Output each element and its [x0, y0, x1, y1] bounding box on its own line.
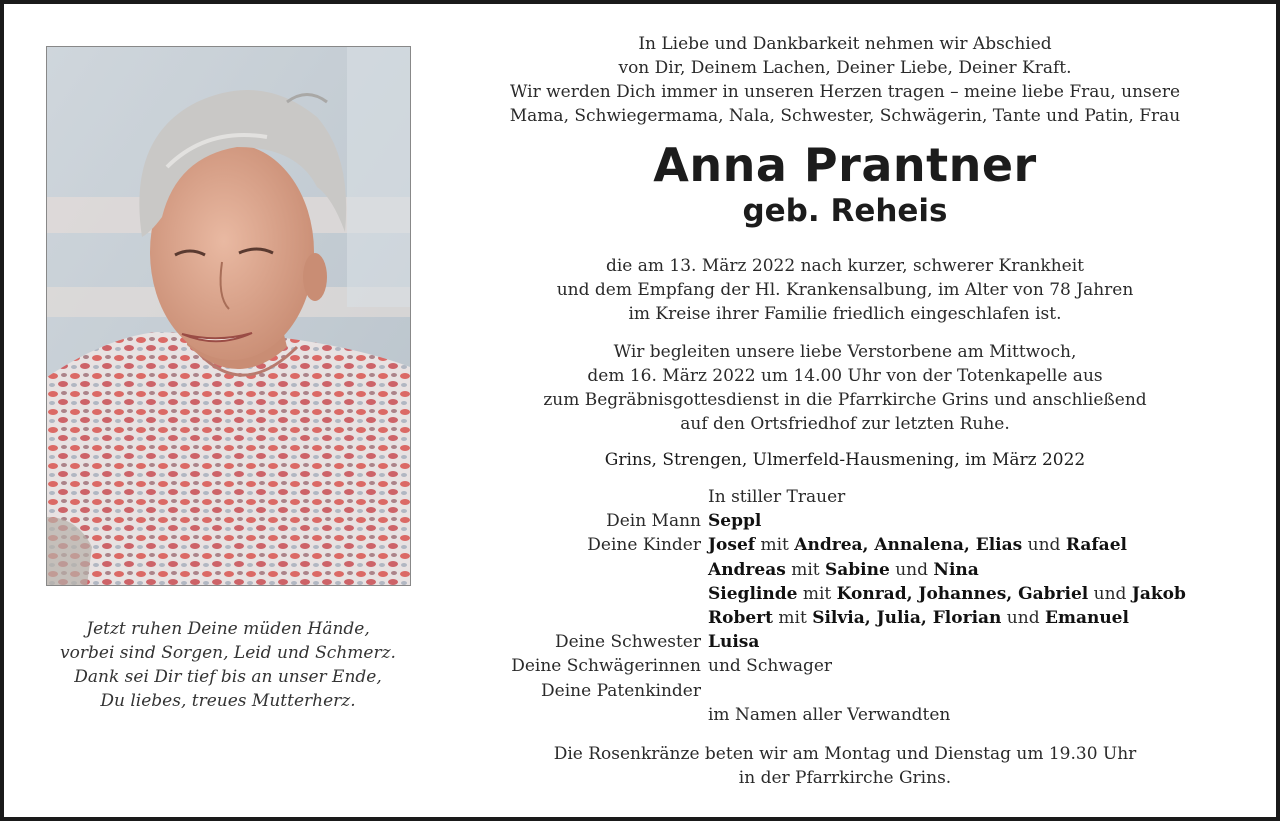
mourner-row [450, 533, 1240, 557]
mourner-names [708, 582, 1186, 606]
funeral-line: auf den Ortsfriedhof zur letzten Ruhe. [680, 414, 1010, 434]
death-notice [450, 254, 1240, 326]
mourner-name: Andreas [708, 559, 786, 580]
mourner-name: Seppl [708, 511, 762, 532]
mourner-row [450, 703, 1240, 727]
mourner-connector: mit [797, 583, 837, 604]
poem-line: Dank sei Dir tief bis an unser Ende, [74, 667, 382, 687]
mourner-name: Robert [708, 608, 773, 629]
mourner-name: Rafael [1065, 535, 1127, 556]
mourner-connector: und [1001, 608, 1045, 629]
intro-text [450, 32, 1240, 128]
mourner-names [708, 509, 761, 533]
intro-line: von Dir, Deinem Lachen, Deiner Liebe, Deiner Kraft. [618, 58, 1072, 78]
mourner-label [450, 703, 708, 727]
notice-text [450, 32, 1240, 472]
mourner-label [450, 606, 708, 630]
rosary-notice [450, 742, 1240, 790]
place-date: Grins, Strengen, Ulmerfeld-Hausmening, im März 2022 [604, 450, 1086, 470]
mourner-row [450, 606, 1240, 630]
mourners-header: In stiller Trauer [708, 487, 846, 507]
mourner-connector: mit [755, 535, 795, 556]
mourner-name: Jakob [1131, 583, 1186, 604]
mourner-label: Deine Patenkinder [541, 680, 701, 701]
funeral-line: zum Begräbnisgottesdienst in die Pfarrkirche Grins und anschließend [543, 390, 1147, 410]
mourner-connector: mit [785, 559, 825, 580]
mourner-name: Luisa [708, 632, 760, 653]
mourner-name: Konrad, Johannes, Gabriel [836, 583, 1089, 604]
mourner-label [450, 558, 708, 582]
poem-line: Jetzt ruhen Deine müden Hände, [86, 619, 370, 639]
mourners-header-row [450, 485, 1240, 509]
memorial-poem [28, 617, 428, 713]
mourner-name: Silvia, Julia, Florian [812, 608, 1002, 629]
mourner-row [450, 509, 1240, 533]
mourner-name: Sieglinde [708, 583, 798, 604]
portrait-photo [46, 46, 411, 586]
rosary-line: in der Pfarrkirche Grins. [738, 768, 952, 788]
mourner-names [708, 703, 950, 727]
intro-line: Wir werden Dich immer in unseren Herzen tragen – meine liebe Frau, unsere [509, 82, 1181, 102]
funeral-line: Wir begleiten unsere liebe Verstorbene am Mittwoch, [613, 342, 1077, 362]
mourner-connector: und [1022, 535, 1066, 556]
mourner-name: Nina [933, 559, 979, 580]
mourner-names [708, 654, 832, 678]
mourner-label: Deine Schwester [554, 632, 701, 653]
mourner-name: Josef [708, 535, 756, 556]
mourner-label: Deine Schwägerinnen [511, 656, 701, 677]
mourner-row [450, 679, 1240, 703]
death-notice-line: und dem Empfang der Hl. Krankensalbung, im Alter von 78 Jahren [556, 280, 1134, 300]
mourner-row [450, 654, 1240, 678]
death-notice-line: im Kreise ihrer Familie friedlich eingeschlafen ist. [628, 304, 1062, 324]
funeral-line: dem 16. März 2022 um 14.00 Uhr von der Totenkapelle aus [587, 366, 1103, 386]
mourner-names [708, 533, 1127, 557]
mourner-row [450, 582, 1240, 606]
intro-line: In Liebe und Dankbarkeit nehmen wir Abschied [638, 34, 1052, 54]
rosary-line: Die Rosenkränze beten wir am Montag und Dienstag um 19.30 Uhr [553, 744, 1137, 764]
mourner-name: Andrea, Annalena, Elias [794, 535, 1023, 556]
mourner-label [450, 582, 708, 606]
intro-line: Mama, Schwiegermama, Nala, Schwester, Schwägerin, Tante und Patin, Frau [509, 106, 1181, 126]
birth-name: geb. Reheis [742, 193, 948, 229]
mourner-label: Dein Mann [606, 511, 701, 532]
mourner-name: Sabine [825, 559, 890, 580]
death-notice-line: die am 13. März 2022 nach kurzer, schwerer Krankheit [605, 256, 1084, 276]
deceased-name: Anna Prantner [653, 138, 1037, 192]
poem-line: Du liebes, treues Mutterherz. [100, 691, 356, 711]
mourner-connector: im Namen aller Verwandten [708, 704, 951, 725]
poem-line: vorbei sind Sorgen, Leid und Schmerz. [60, 643, 396, 663]
mourner-label: Deine Kinder [587, 535, 701, 556]
mourner-row [450, 630, 1240, 654]
mourner-label [450, 485, 708, 509]
funeral-details [450, 340, 1240, 436]
mourner-connector: und [889, 559, 934, 580]
mourner-connector: mit [772, 608, 813, 629]
mourner-names [708, 630, 759, 654]
mourners-list [450, 485, 1240, 727]
mourner-names [708, 606, 1129, 630]
mourner-name: Emanuel [1045, 608, 1129, 629]
mourner-names [708, 558, 979, 582]
mourner-connector: und Schwager [708, 656, 833, 677]
mourner-connector: und [1088, 583, 1132, 604]
mourner-row [450, 558, 1240, 582]
